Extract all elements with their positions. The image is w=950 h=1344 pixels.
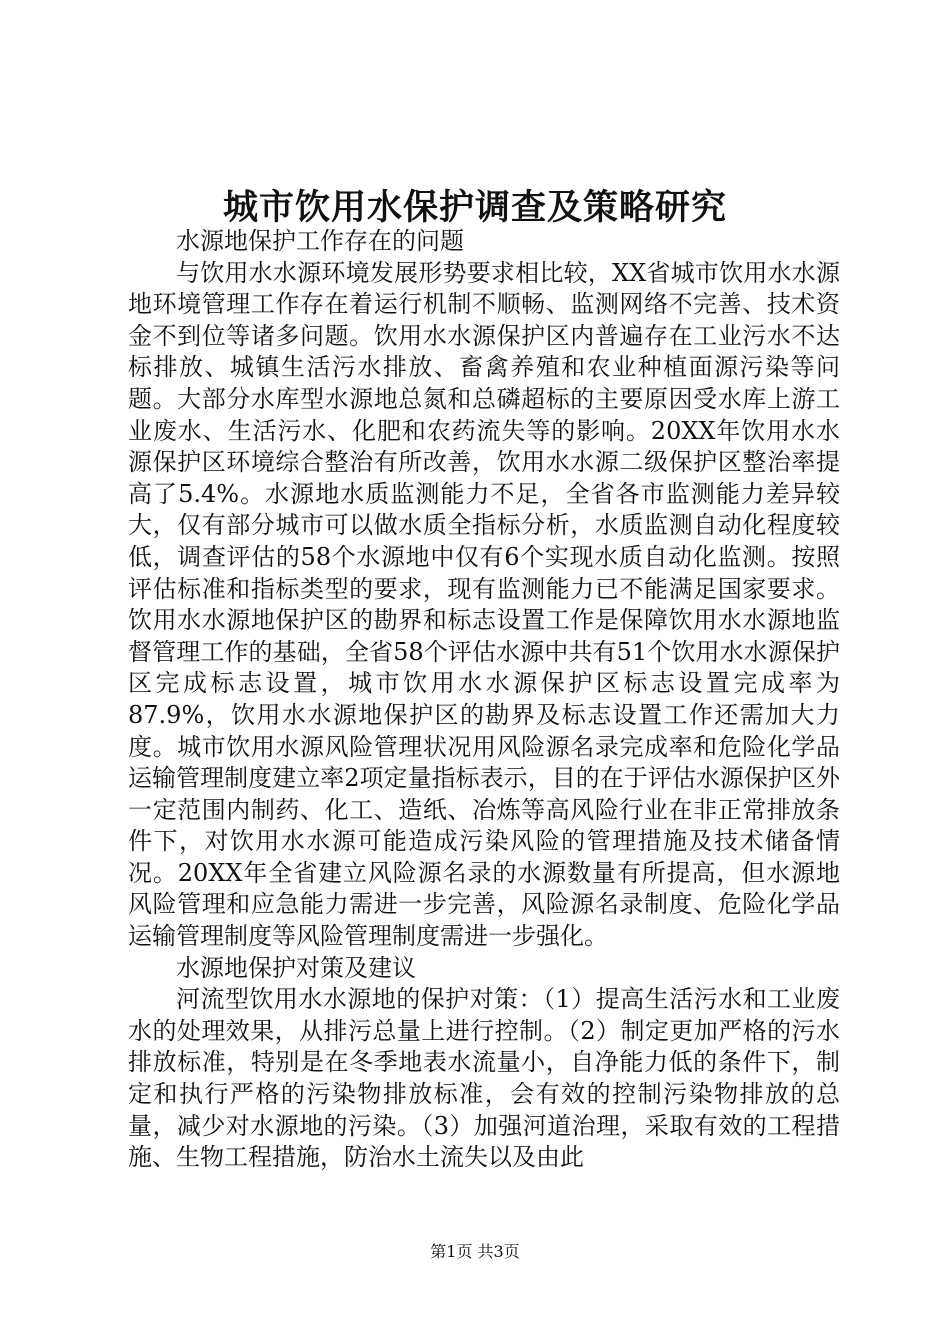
page-footer: 第1页 共3页 bbox=[430, 1242, 520, 1261]
section-paragraph-countermeasures: 河流型饮用水水源地的保护对策：（1）提高生活污水和工业废水的处理效果，从排污总量上进行控制。（2）制定更加严格的污水排放标准，特别是在冬季地表水流量小，自净能力低的条件下，制定和执行严格的污染物排放标准，会有效的控制污染物排放的总量，减少对水源地的污染。（3）加强河道治理，采取有效的工程措施、生物工程措施，防治水土流失以及由此 bbox=[128, 985, 840, 1172]
section-paragraph-problems: 与饮用水水源环境发展形势要求相比较，XX省城市饮用水水源地环境管理工作存在着运行机制不顺畅、监测网络不完善、技术资金不到位等诸多问题。饮用水水源保护区内普遍存在工业污水不达标排放、城镇生活污水排放、畜禽养殖和农业种植面源污染等问题。大部分水库型水源地总氮和总磷超标的主要原因受水库上游工业废水、生活污水、化肥和农药流失等的影响。20XX年饮用水水源保护区环境综合整治有所改善，饮用水水源二级保护区整治率提高了5.4%。水源地水质监测能力不足，全省各市监测能力差异较大，仅有部分城市可以做水质全指标分析，水质监测自动化程度较低，调查评估的58个水源地中仅有6个实现水质自动化监测。按照评估标准和指标类型的要求，现有监测能力已不能满足国家要求。饮用水水源地保护区的勘界和标志设置工作是保障饮用水水源地监督管理工作的基础，全省58个评估水源中共有51个饮用水水源保护区完成标志设置，城市饮用水水源保护区标志设置完成率为87.9%，饮用水水源地保护区的勘界及标志设置工作还需加大力度。城市饮用水源风险管理状况用风险源名录完成率和危险化学品运输管理制度建立率2项定量指标表示，目的在于评估水源保护区外一定范围内制药、化工、造纸、冶炼等高风险行业在非正常排放条件下，对饮用水水源可能造成污染风险的管理措施及技术储备情况。20XX年全省建立风险源名录的水源数量有所提高，但水源地风险管理和应急能力需进一步完善，风险源名录制度、危险化学品运输管理制度等风险管理制度需进一步强化。 bbox=[128, 258, 840, 951]
section-heading-countermeasures: 水源地保护对策及建议 bbox=[176, 953, 416, 982]
document-body bbox=[128, 226, 840, 1174]
document-title: 城市饮用水保护调查及策略研究 bbox=[222, 187, 727, 228]
section-heading-problems: 水源地保护工作存在的问题 bbox=[176, 227, 464, 255]
